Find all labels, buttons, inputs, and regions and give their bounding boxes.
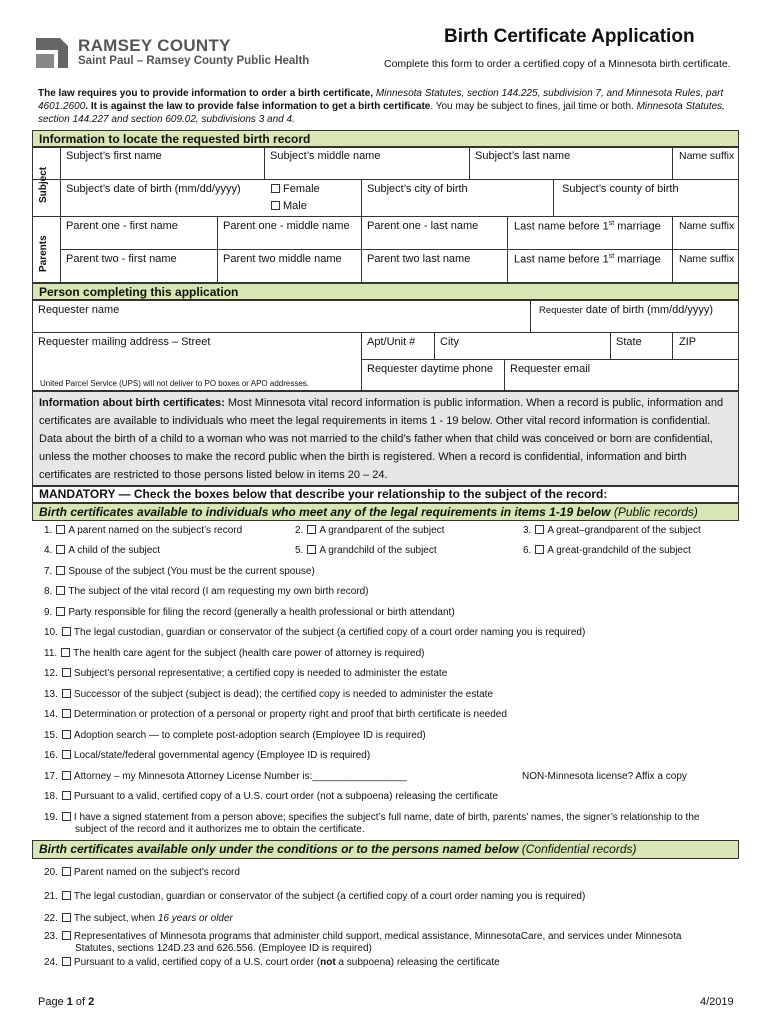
- item-20[interactable]: [44, 867, 240, 878]
- public-heading-text: Birth certificates available to individuals who meet any of the legal requirements in items 1-19 below: [39, 505, 611, 519]
- item-14[interactable]: [44, 709, 507, 720]
- parent1-middle-field[interactable]: Parent one - middle name: [223, 220, 350, 232]
- item-num: 21.: [44, 891, 58, 902]
- male-checkbox[interactable]: [271, 201, 280, 210]
- item-num: 1.: [44, 525, 53, 536]
- checkbox[interactable]: [62, 891, 71, 900]
- item-6[interactable]: [523, 545, 691, 556]
- parent1-last-field[interactable]: Parent one - last name: [367, 220, 479, 232]
- checkbox[interactable]: [62, 867, 71, 876]
- mandatory-heading: MANDATORY — Check the boxes below that describe your relationship to the subject of the record:: [32, 486, 739, 503]
- page-total: 2: [88, 996, 95, 1008]
- item-13[interactable]: [44, 689, 493, 700]
- county-name: RAMSEY COUNTY: [78, 36, 231, 55]
- item-text: A parent named on the subject’s record: [68, 525, 243, 536]
- item-text: A grandchild of the subject: [319, 545, 437, 556]
- checkbox[interactable]: [62, 791, 71, 800]
- law-text-3: . It is against the law to provide false information to get a birth certificate: [85, 101, 431, 112]
- male-label: Male: [283, 200, 307, 212]
- info-text: Most Minnesota vital record information is public information. When a record is public, information and certificates are available to individuals who meet the legal requirements in items 1 - 19 below. Other vital record information is confidential. Data about the birth of a child to a woman who was not married to the child’s father when that child was conceived or born are confidential, unless the mother chooses to make the record public when the birth is registered. When a record is confidential, information and birth certificates are restricted to those persons listed below in items 20 – 24.: [39, 397, 724, 481]
- item-text-italic: 16 years or older: [157, 913, 233, 924]
- item-num: 22.: [44, 913, 58, 924]
- item-19-continued: subject of the record and it authorizes me to obtain the certificate.: [75, 824, 365, 835]
- item-text: Parent named on the subject’s record: [73, 867, 240, 878]
- page-number: [38, 996, 94, 1008]
- item-9[interactable]: [44, 607, 455, 618]
- parent2-last-field[interactable]: Parent two last name: [367, 253, 471, 265]
- item-text: Successor of the subject (subject is dead); the certified copy is needed to administer the estate: [73, 689, 494, 700]
- item-text: Party responsible for filing the record (generally a health professional or birth attendant): [68, 607, 455, 618]
- checkbox[interactable]: [56, 586, 65, 595]
- item-num: 19.: [44, 812, 58, 823]
- item-19[interactable]: [44, 812, 699, 823]
- subject-city-field[interactable]: Subject’s city of birth: [367, 183, 468, 195]
- male-option[interactable]: [267, 200, 307, 212]
- parent1-suffix-field[interactable]: Name suffix: [679, 220, 735, 232]
- parent2-marriage-label: marriage: [614, 253, 661, 266]
- item-22[interactable]: [44, 913, 233, 924]
- parent1-first-field[interactable]: Parent one - first name: [66, 220, 178, 232]
- checkbox[interactable]: [62, 750, 71, 759]
- item-text: Pursuant to a valid, certified copy of a U.S. court order (: [73, 957, 321, 968]
- item-7[interactable]: [44, 566, 315, 577]
- item-num: 24.: [44, 957, 58, 968]
- item-8[interactable]: [44, 586, 368, 597]
- revision-date: 4/2019: [700, 996, 734, 1008]
- checkbox[interactable]: [307, 525, 316, 534]
- page-of: of: [72, 996, 89, 1008]
- law-notice: [38, 87, 738, 126]
- item-text: A great–grandparent of the subject: [547, 525, 701, 536]
- item-text: Pursuant to a valid, certified copy of a U.S. court order (not a subpoena) releasing the certificate: [73, 791, 499, 802]
- parent2-before-marriage-field[interactable]: [514, 253, 661, 266]
- checkbox[interactable]: [62, 957, 71, 966]
- item-num: 12.: [44, 668, 58, 679]
- subject-first-name-field[interactable]: Subject’s first name: [66, 150, 162, 162]
- item-text: The health care agent for the subject (health care power of attorney is required): [73, 648, 425, 659]
- item-4[interactable]: [44, 545, 160, 556]
- checkbox[interactable]: [56, 607, 65, 616]
- parent1-marriage-label: marriage: [614, 220, 661, 233]
- item-num: 2.: [295, 525, 304, 536]
- item-text: Determination or protection of a personal or property right and proof that birth certificate is needed: [73, 709, 507, 720]
- item-1[interactable]: [44, 525, 242, 536]
- item-text: The subject, when: [73, 913, 158, 924]
- ramsey-county-logo: [36, 36, 336, 72]
- item-18[interactable]: [44, 791, 498, 802]
- checkbox[interactable]: [535, 545, 544, 554]
- subject-last-name-field[interactable]: Subject’s last name: [475, 150, 571, 162]
- checkbox[interactable]: [307, 545, 316, 554]
- law-text-5: Minnesota Statutes, section 144.227 and section 609.02, subdivisions 3 and 4.: [38, 101, 725, 125]
- item-text: a subpoena) releasing the certificate: [335, 957, 500, 968]
- parent1-before-label: Last name before 1: [514, 220, 609, 233]
- item-11[interactable]: [44, 648, 424, 659]
- checkbox[interactable]: [61, 648, 70, 657]
- checkbox[interactable]: [62, 931, 71, 940]
- requester-dob-label-b: date of birth (mm/dd/yyyy): [582, 304, 714, 316]
- item-num: 3.: [523, 525, 532, 536]
- checkbox[interactable]: [56, 525, 65, 534]
- female-checkbox[interactable]: [271, 184, 280, 193]
- item-17-note: NON-Minnesota license? Affix a copy: [522, 771, 687, 782]
- item-text: A child of the subject: [68, 545, 161, 556]
- item-num: 18.: [44, 791, 58, 802]
- subject-county-field[interactable]: Subject’s county of birth: [562, 183, 679, 195]
- checkbox[interactable]: [62, 689, 71, 698]
- subject-middle-name-field[interactable]: Subject’s middle name: [270, 150, 381, 162]
- item-text: The legal custodian, guardian or conservator of the subject (a certified copy of a court order naming you is required): [73, 627, 586, 638]
- item-24[interactable]: [44, 957, 500, 968]
- requester-phone-field[interactable]: Requester daytime phone: [367, 363, 493, 375]
- department-name: Saint Paul – Ramsey County Public Health: [78, 55, 310, 67]
- conf-heading-text: Birth certificates available only under the conditions or to the persons named below: [39, 842, 519, 856]
- page-subtitle: Complete this form to order a certified copy of a Minnesota birth certificate.: [384, 58, 731, 70]
- page-current: 1: [66, 996, 73, 1008]
- ups-notice: United Parcel Service (UPS) will not deliver to PO boxes or APO addresses.: [40, 379, 309, 388]
- law-text-1: The law requires you to provide information to order a birth certificate,: [38, 88, 374, 99]
- checkbox[interactable]: [62, 913, 71, 922]
- item-text: A great-grandchild of the subject: [547, 545, 691, 556]
- item-num: 13.: [44, 689, 58, 700]
- parent2-suffix-field[interactable]: Name suffix: [679, 253, 735, 265]
- parent1-sup: st: [608, 220, 615, 227]
- requester-state-field[interactable]: State: [616, 336, 642, 348]
- female-option[interactable]: [267, 183, 320, 195]
- item-text: Representatives of Minnesota programs that administer child support, medical assistance, MinnesotaCare, and services under Minnesota: [73, 931, 682, 942]
- requester-dob-label-a: Requester: [539, 305, 583, 316]
- checkbox[interactable]: [62, 812, 71, 821]
- item-num: 11.: [44, 648, 58, 659]
- conf-heading-paren: (Confidential records): [518, 842, 637, 856]
- parent2-sup: st: [608, 253, 615, 260]
- item-num: 6.: [523, 545, 532, 556]
- item-15[interactable]: [44, 730, 426, 741]
- page-label: Page: [38, 996, 67, 1008]
- requester-email-field[interactable]: Requester email: [510, 363, 591, 375]
- law-text-4: . You may be subject to fines, jail time or both.: [430, 101, 634, 112]
- item-text-bold: not: [320, 957, 336, 968]
- requester-city-field[interactable]: City: [440, 336, 459, 348]
- item-num: 14.: [44, 709, 58, 720]
- item-num: 7.: [44, 566, 53, 577]
- item-text: The subject of the vital record (I am requesting my own birth record): [68, 586, 369, 597]
- item-text: I have a signed statement from a person above; specifies the subject’s full name, date of birth, parents’ names, the signer’s relationship to the: [73, 812, 700, 823]
- item-num: 16.: [44, 750, 58, 761]
- item-num: 10.: [44, 627, 58, 638]
- item-num: 17.: [44, 771, 58, 782]
- item-text: Attorney – my Minnesota Attorney License Number is:_________________: [73, 771, 407, 782]
- ramsey-logo-icon: [36, 38, 68, 68]
- checkbox[interactable]: [535, 525, 544, 534]
- item-num: 23.: [44, 931, 58, 942]
- item-text: Spouse of the subject (You must be the current spouse): [68, 566, 315, 577]
- item-text: A grandparent of the subject: [319, 525, 445, 536]
- checkbox[interactable]: [56, 566, 65, 575]
- item-num: 15.: [44, 730, 58, 741]
- item-5[interactable]: [295, 545, 437, 556]
- item-num: 20.: [44, 867, 58, 878]
- item-21[interactable]: [44, 891, 585, 902]
- section-locate-record-heading: Information to locate the requested birth record: [32, 130, 739, 147]
- item-num: 8.: [44, 586, 53, 597]
- subject-dob-field[interactable]: Subject’s date of birth (mm/dd/yyyy): [66, 183, 241, 195]
- item-3[interactable]: [523, 525, 701, 536]
- checkbox[interactable]: [62, 730, 71, 739]
- item-text: Local/state/federal governmental agency (Employee ID is required): [73, 750, 371, 761]
- checkbox[interactable]: [62, 668, 71, 677]
- subject-suffix-field[interactable]: Name suffix: [679, 150, 735, 162]
- page-title: Birth Certificate Application: [444, 26, 695, 47]
- parent2-first-field[interactable]: Parent two - first name: [66, 253, 177, 265]
- section-requester-heading: Person completing this application: [32, 283, 739, 300]
- checkbox[interactable]: [62, 627, 71, 636]
- law-text-2: Minnesota Statutes, section 144.225, subdivision 7, and Minnesota Rules, part 4601.2600: [38, 88, 724, 112]
- item-23-continued: Statutes, sections 124D.23 and 626.556. (Employee ID is required): [75, 943, 372, 954]
- parent2-before-label: Last name before 1: [514, 253, 609, 266]
- subject-side-label: Subject: [38, 166, 49, 203]
- item-16[interactable]: [44, 750, 370, 761]
- parent1-before-marriage-field[interactable]: [514, 220, 661, 233]
- requester-zip-field[interactable]: ZIP: [679, 336, 697, 348]
- birth-certificate-info: [32, 391, 739, 486]
- checkbox[interactable]: [62, 771, 71, 780]
- item-text: Subject’s personal representative; a certified copy is needed to administer the estate: [73, 668, 448, 679]
- item-2[interactable]: [295, 525, 444, 536]
- info-lead: Information about birth certificates:: [39, 397, 225, 409]
- public-heading-paren: (Public records): [610, 505, 698, 519]
- item-17[interactable]: [44, 771, 407, 782]
- item-num: 5.: [295, 545, 304, 556]
- item-text: Adoption search — to complete post-adoption search (Employee ID is required): [73, 730, 426, 741]
- checkbox[interactable]: [56, 545, 65, 554]
- requester-street-field[interactable]: Requester mailing address – Street: [38, 336, 211, 348]
- parents-side-label: Parents: [38, 235, 49, 272]
- item-12[interactable]: [44, 668, 447, 679]
- checkbox[interactable]: [62, 709, 71, 718]
- requester-name-field[interactable]: Requester name: [38, 304, 120, 316]
- item-num: 4.: [44, 545, 53, 556]
- confidential-records-heading: [32, 840, 739, 859]
- requester-dob-field[interactable]: [539, 304, 713, 316]
- female-label: Female: [283, 183, 320, 195]
- item-23[interactable]: [44, 931, 681, 942]
- item-num: 9.: [44, 607, 53, 618]
- item-text: The legal custodian, guardian or conservator of the subject (a certified copy of a court order naming you is required): [73, 891, 586, 902]
- item-10[interactable]: [44, 627, 585, 638]
- public-records-heading: [32, 503, 739, 521]
- requester-apt-field[interactable]: Apt/Unit #: [367, 336, 416, 348]
- parent2-middle-field[interactable]: Parent two middle name: [223, 253, 342, 265]
